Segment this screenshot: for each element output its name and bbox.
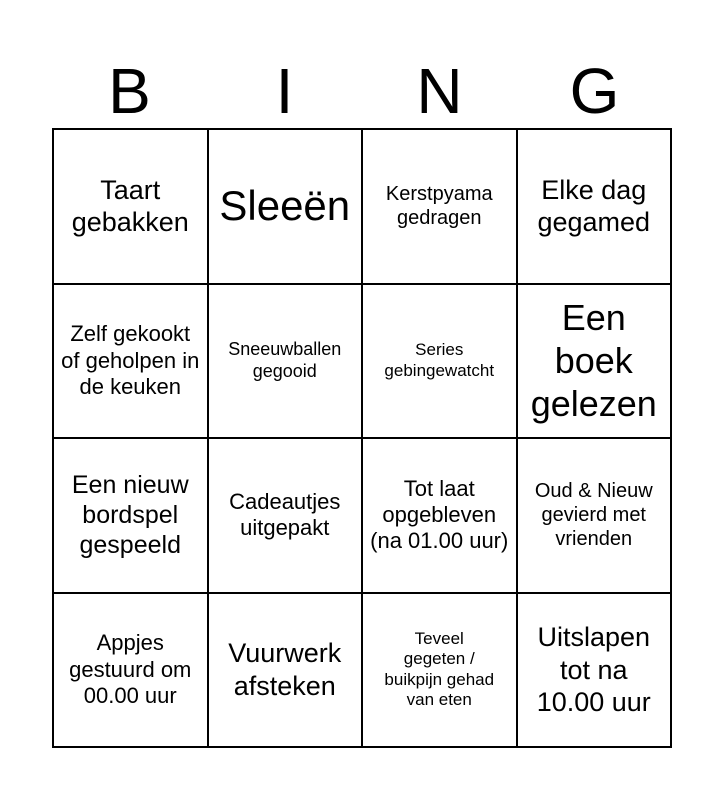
header-letter-g: G <box>569 55 620 127</box>
bingo-cell[interactable] <box>517 438 672 593</box>
bingo-cell[interactable] <box>53 438 208 593</box>
bingo-cell[interactable] <box>362 284 517 439</box>
bingo-cell[interactable] <box>362 438 517 593</box>
cell-text: Elke dag gegamed <box>537 174 651 238</box>
bingo-cell[interactable] <box>517 593 672 748</box>
cell-text: Sleeën <box>219 182 351 230</box>
cell-text: Oud & Nieuw gevierd met vrienden <box>534 480 653 551</box>
bingo-cell[interactable] <box>517 129 672 284</box>
bingo-cell[interactable] <box>53 593 208 748</box>
header-letter-n: N <box>416 55 463 127</box>
cell-text: Kerstpyama gedragen <box>385 183 493 230</box>
cell-text: Series gebingewatcht <box>384 340 495 380</box>
cell-text: Tot laat opgebleven (na 01.00 uur) <box>370 475 509 554</box>
header-letter-b: B <box>108 55 151 127</box>
cell-text: Sneeuwballen gegooid <box>228 339 342 381</box>
bingo-cell[interactable] <box>362 129 517 284</box>
cell-text: Teveel gegeten / buikpijn gehad van eten <box>384 628 495 710</box>
cell-text: Taart gebakken <box>71 174 189 238</box>
bingo-cell[interactable] <box>208 284 363 439</box>
cell-text: Een nieuw bordspel gespeeld <box>71 471 189 560</box>
bingo-cell[interactable] <box>53 129 208 284</box>
bingo-cell[interactable] <box>517 284 672 439</box>
cell-text: Zelf gekookt of geholpen in de keuken <box>61 321 200 399</box>
bingo-grid <box>52 128 672 748</box>
cell-text: Een boek gelezen <box>530 296 657 425</box>
cell-text: Cadeautjes uitgepakt <box>229 488 341 541</box>
bingo-cell[interactable] <box>208 438 363 593</box>
bingo-cell[interactable] <box>208 593 363 748</box>
bingo-cell[interactable] <box>362 593 517 748</box>
bingo-header <box>52 54 672 128</box>
cell-text: Uitslapen tot na 10.00 uur <box>536 622 651 717</box>
bingo-cell[interactable] <box>208 129 363 284</box>
cell-text: Appjes gestuurd om 00.00 uur <box>69 630 192 708</box>
bingo-cell[interactable] <box>53 284 208 439</box>
cell-text: Vuurwerk afsteken <box>228 638 342 701</box>
header-letter-i: I <box>275 55 294 127</box>
